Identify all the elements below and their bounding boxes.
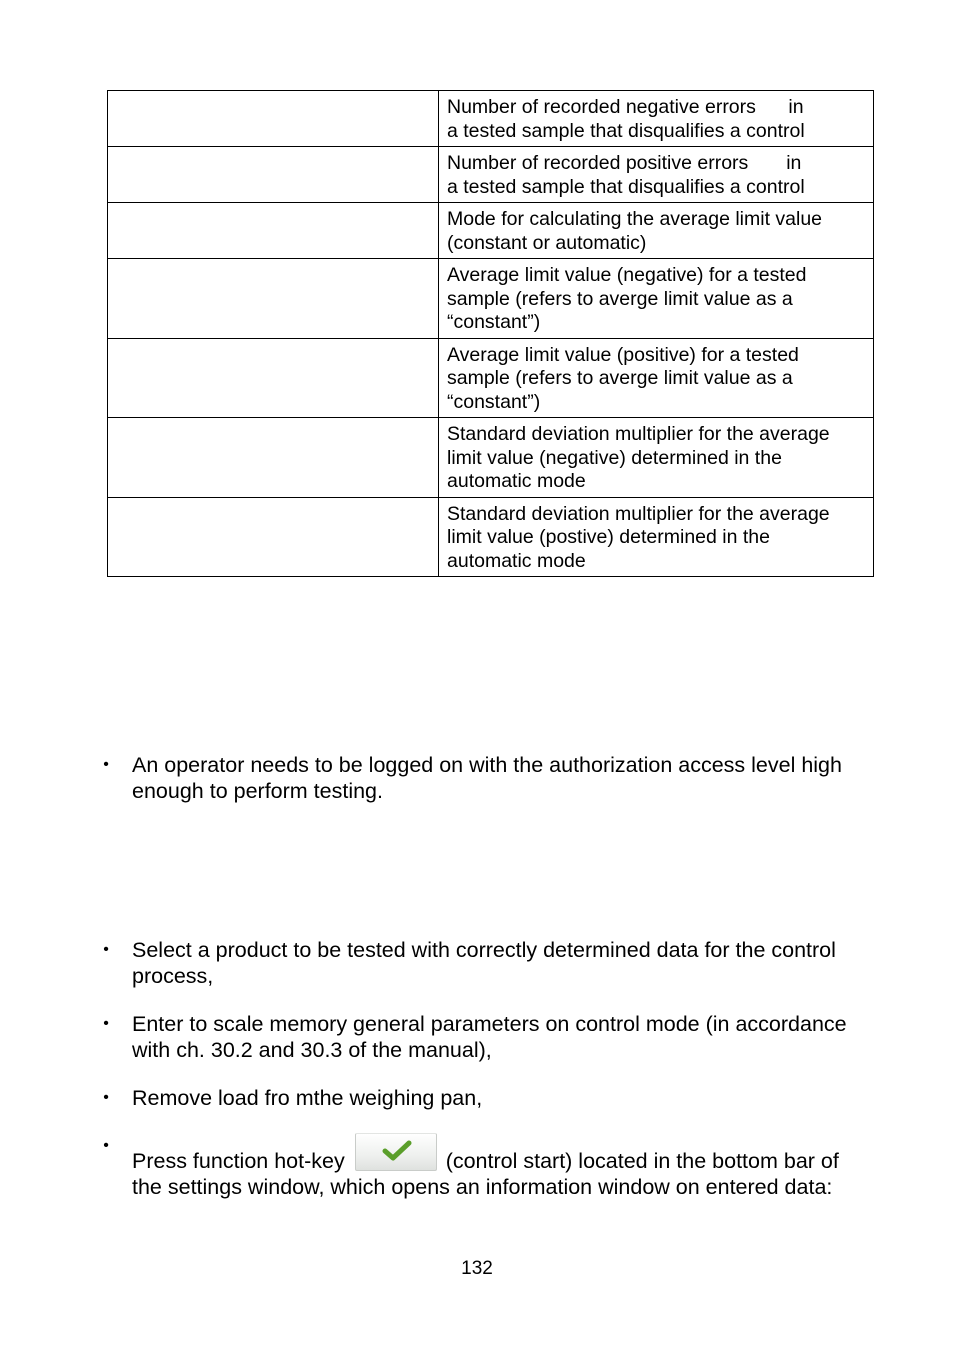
table-row	[108, 338, 874, 418]
list-item	[0, 1085, 954, 1111]
list-item	[0, 1011, 954, 1063]
parameter-table	[107, 90, 874, 577]
table-row	[108, 497, 874, 577]
list-item-text: An operator needs to be logged on with the authorization access level high enough to perform testing.	[132, 753, 842, 803]
description-line: limit value (negative) determined in the	[447, 446, 782, 469]
list-item	[0, 1133, 954, 1200]
list-item-text: Enter to scale memory general parameters on control mode (in accordance with ch. 30.2 and 30.3 of the manual),	[132, 1012, 847, 1062]
parameter-description-cell	[439, 147, 874, 203]
hotkey-step-after: (control start) located in the bottom bar of the settings window, which opens an information window on entered data:	[132, 1149, 839, 1199]
parameter-name-cell	[108, 91, 439, 147]
description-line: automatic mode	[447, 549, 586, 572]
check-mark	[385, 1143, 409, 1158]
parameter-name-cell	[108, 497, 439, 577]
bullet: •	[103, 1137, 109, 1154]
bullet: •	[103, 941, 109, 958]
description-line: sample (refers to averge limit value as a	[447, 287, 793, 310]
description-line: sample (refers to averge limit value as a	[447, 367, 793, 389]
hotkey-step-before: Press function hot-key	[132, 1149, 345, 1173]
page-number: 132	[461, 1258, 493, 1279]
description-line: (constant or automatic)	[447, 231, 647, 254]
procedure-list	[0, 937, 954, 1222]
description-line: “constant”)	[447, 390, 541, 413]
table-row	[108, 91, 874, 147]
parameter-description-cell	[439, 418, 874, 498]
parameter-name-cell	[108, 259, 439, 339]
description-line: Average limit value (positive) for a tested	[447, 343, 799, 366]
bullet: •	[103, 756, 109, 773]
list-item	[0, 752, 954, 804]
description-line: a tested sample that disqualifies a control	[447, 175, 805, 198]
list-item	[0, 937, 954, 989]
parameter-name-cell	[108, 418, 439, 498]
list-item-text: Select a product to be tested with correctly determined data for the control process,	[132, 938, 836, 988]
requirements-list	[0, 752, 954, 804]
description-line: limit value (postive) determined in the	[447, 526, 770, 548]
table-row	[108, 418, 874, 498]
description-line: Average limit value (negative) for a tested	[447, 264, 807, 286]
description-line: “constant”)	[447, 311, 541, 333]
description-line: Number of recorded negative errors in	[447, 96, 804, 118]
parameter-name-cell	[108, 147, 439, 203]
parameter-description-cell	[439, 203, 874, 259]
table-row	[108, 147, 874, 203]
parameter-description-cell	[439, 91, 874, 147]
table-row	[108, 203, 874, 259]
parameter-description-cell	[439, 338, 874, 418]
list-item-text: Remove load fro mthe weighing pan,	[132, 1086, 483, 1110]
parameter-description-cell	[439, 497, 874, 577]
check-icon	[382, 1140, 412, 1162]
parameter-description-cell	[439, 259, 874, 339]
description-line: Mode for calculating the average limit value	[447, 208, 823, 230]
bullet: •	[103, 1015, 109, 1032]
description-line: a tested sample that disqualifies a control	[447, 119, 805, 142]
control-start-button[interactable]	[355, 1133, 437, 1171]
description-line: Number of recorded positive errors in	[447, 152, 802, 174]
parameter-name-cell	[108, 203, 439, 259]
bullet: •	[103, 1089, 109, 1106]
description-line: Standard deviation multiplier for the average	[447, 502, 830, 525]
parameter-name-cell	[108, 338, 439, 418]
description-line: automatic mode	[447, 470, 586, 492]
table-row	[108, 259, 874, 339]
description-line: Standard deviation multiplier for the average	[447, 423, 830, 445]
